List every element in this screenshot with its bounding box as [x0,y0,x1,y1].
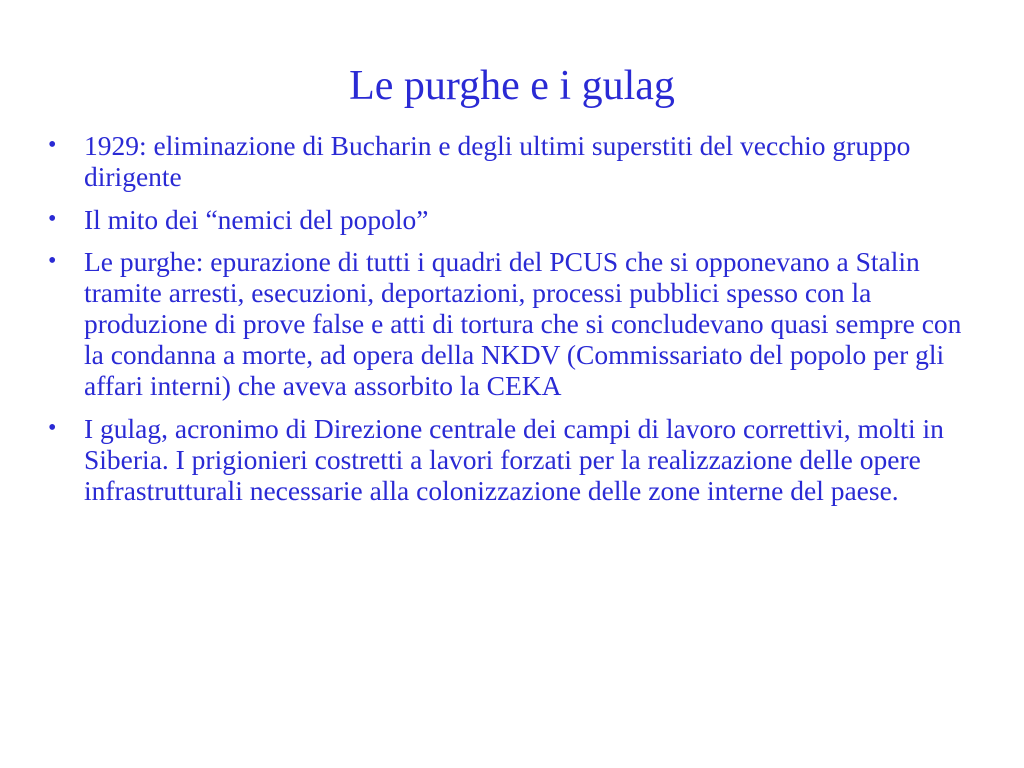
bullet-marker: • [48,414,57,441]
bullet-item [48,130,988,192]
bullet-list [48,130,988,517]
bullet-text: I gulag, acronimo di Direzione centrale dei campi di lavoro correttivi, molti in Siberia. I prigionieri costretti a lavori forzati per la realizzazione delle opere infrastrutturali necessarie alla colonizzazione delle zone interne del paese. [84,412,944,506]
bullet-text: 1929: eliminazione di Bucharin e degli ultimi superstiti del vecchio gruppo dirigente [84,130,911,192]
bullet-item [48,204,988,235]
bullet-item [48,413,988,506]
bullet-item [48,246,988,401]
bullet-marker: • [48,205,57,232]
bullet-text: Il mito dei “nemici del popolo” [84,203,429,235]
bullet-marker: • [48,132,57,158]
bullet-marker: • [48,248,57,274]
bullet-text: Le purghe: epurazione di tutti i quadri del PCUS che si opponevano a Stalin tramite arresti, esecuzioni, deportazioni, processi pubblici spesso con la produzione di prove false e atti di tortura che si concludevano quasi sempre con la condanna a morte, ad opera della NKDV (Commissariato del popolo per gli affari interni) che aveva assorbito la CEKA [84,246,962,401]
slide-title: Le purghe e i gulag [349,63,675,109]
